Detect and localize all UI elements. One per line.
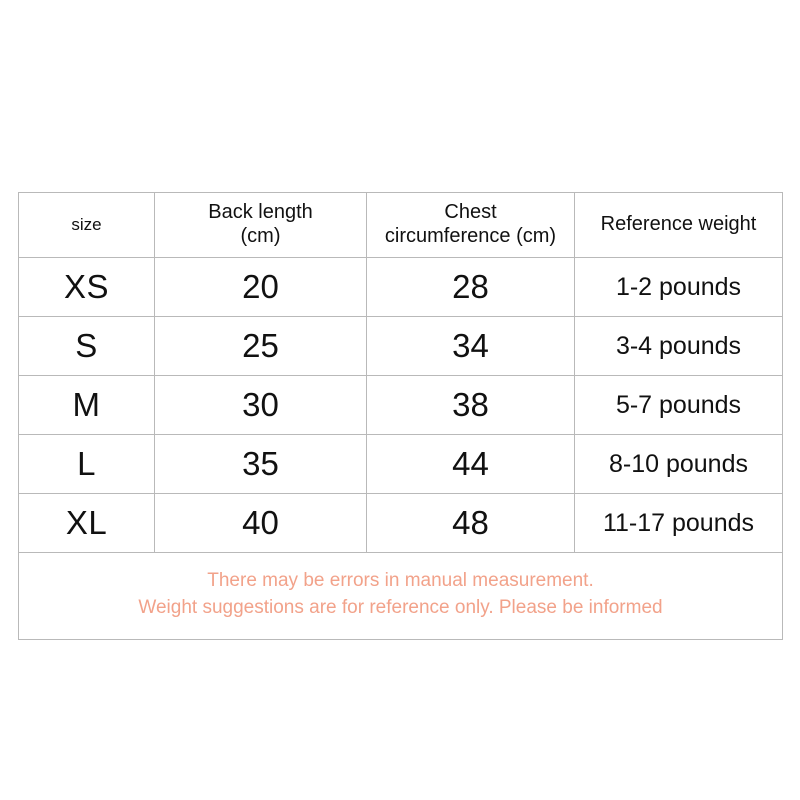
disclaimer-line-2: Weight suggestions are for reference only. Please be informed [138, 597, 663, 618]
cell-reference-weight: 3-4 pounds [575, 317, 783, 376]
size-chart-table [18, 192, 783, 640]
header-back-length-line1: Back length [208, 201, 313, 224]
cell-reference-weight: 8-10 pounds [575, 435, 783, 494]
cell-back-length: 20 [155, 258, 367, 317]
cell-reference-weight: 5-7 pounds [575, 376, 783, 435]
table-row [19, 258, 783, 317]
cell-chest: 44 [367, 435, 575, 494]
header-chest-line1: Chest [444, 201, 497, 224]
cell-size: XS [19, 258, 155, 317]
header-chest-line2: circumference (cm) [384, 225, 557, 247]
cell-chest: 48 [367, 494, 575, 553]
cell-size: L [19, 435, 155, 494]
cell-reference-weight: 1-2 pounds [575, 258, 783, 317]
table-row [19, 494, 783, 553]
table-row [19, 376, 783, 435]
header-cell-back-length [155, 193, 367, 258]
cell-size: S [19, 317, 155, 376]
header-back-length-line2: (cm) [240, 225, 281, 247]
disclaimer-text [27, 568, 774, 622]
cell-size: XL [19, 494, 155, 553]
header-cell-size: size [19, 193, 155, 258]
table-row [19, 317, 783, 376]
cell-back-length: 30 [155, 376, 367, 435]
cell-chest: 38 [367, 376, 575, 435]
table-note-row [19, 553, 783, 640]
cell-back-length: 35 [155, 435, 367, 494]
header-cell-reference-weight: Reference weight [575, 193, 783, 258]
cell-chest: 34 [367, 317, 575, 376]
size-chart-container [18, 192, 782, 640]
cell-chest: 28 [367, 258, 575, 317]
disclaimer-line-1: There may be errors in manual measurement. [207, 570, 594, 592]
cell-back-length: 25 [155, 317, 367, 376]
cell-size: M [19, 376, 155, 435]
table-row [19, 435, 783, 494]
cell-back-length: 40 [155, 494, 367, 553]
table-header-row [19, 193, 783, 258]
header-cell-chest [367, 193, 575, 258]
cell-reference-weight: 11-17 pounds [575, 494, 783, 553]
disclaimer-cell [19, 553, 783, 640]
